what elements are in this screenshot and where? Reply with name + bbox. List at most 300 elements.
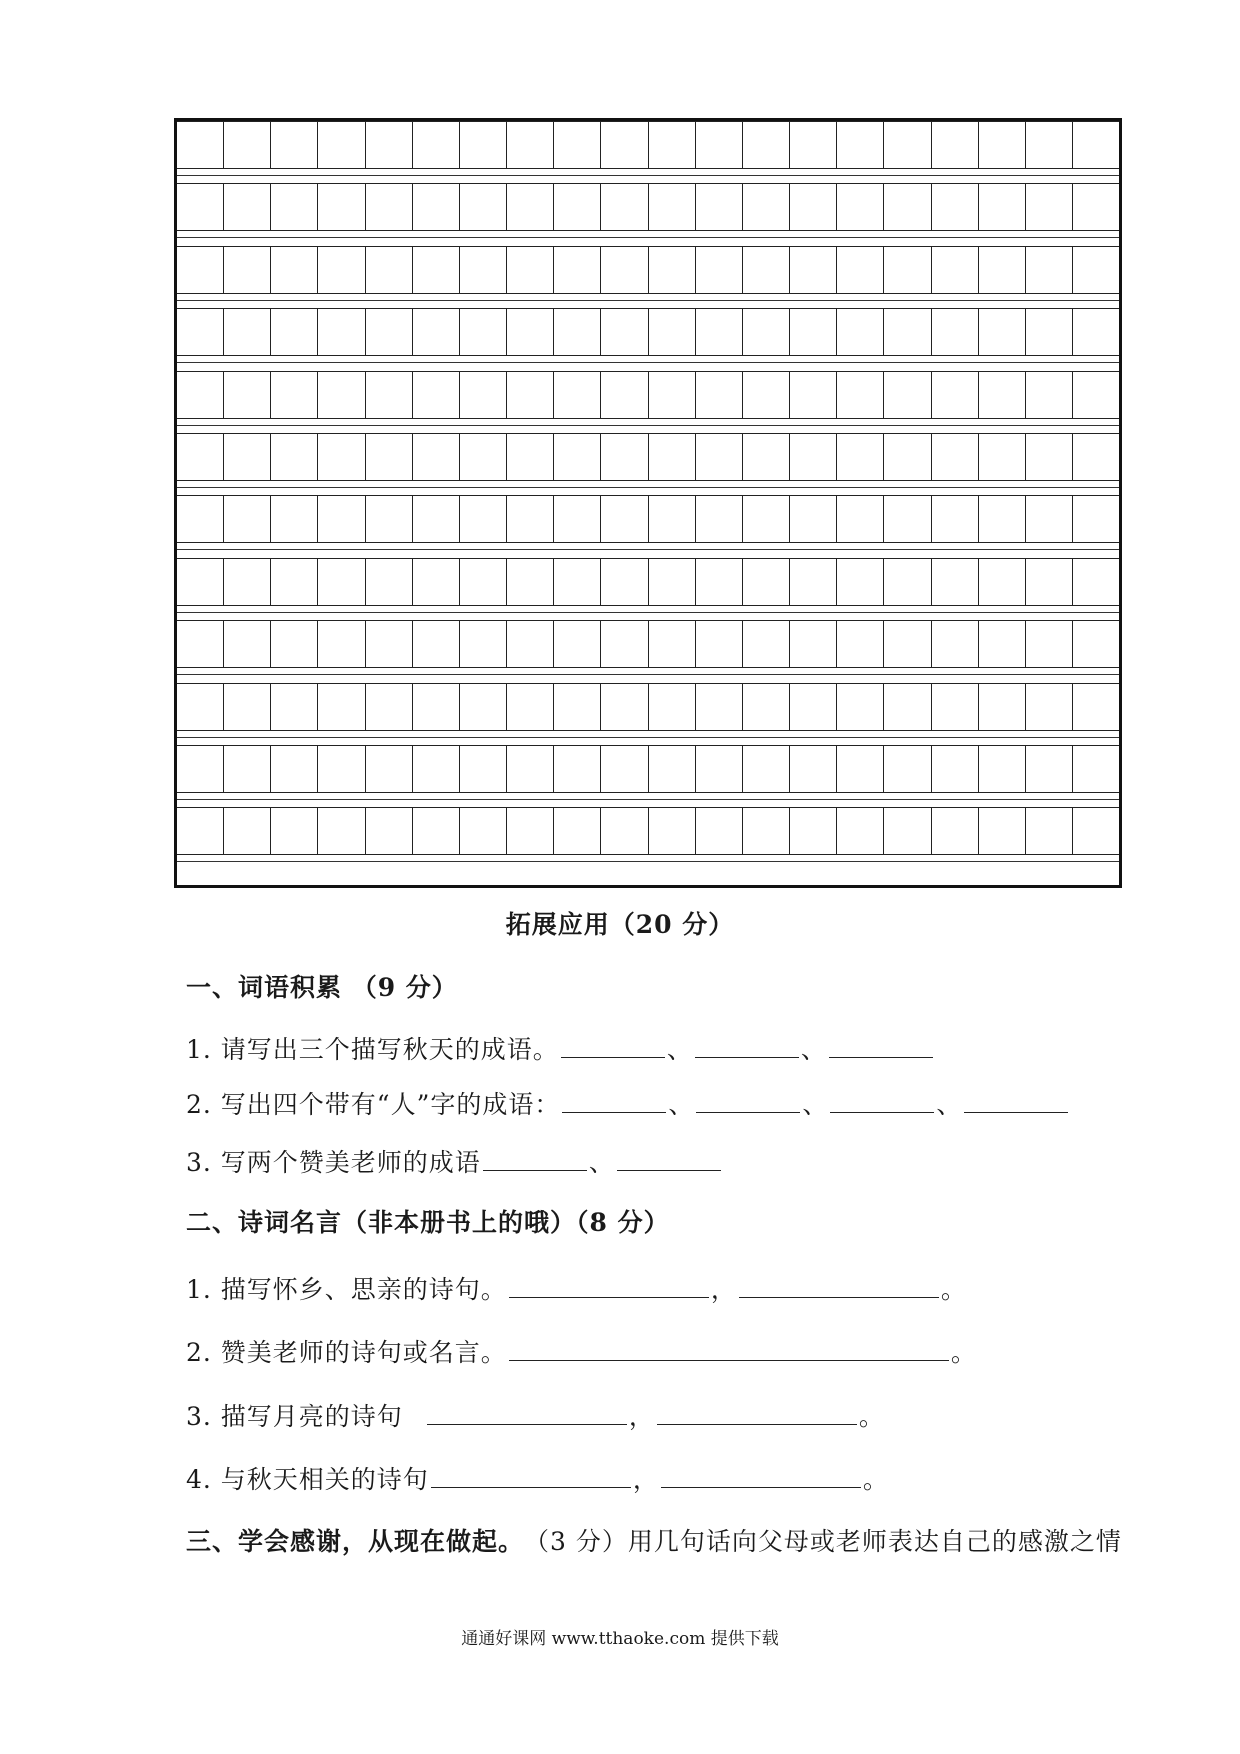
grid-cell[interactable] xyxy=(317,683,364,731)
grid-cell[interactable] xyxy=(506,433,553,481)
grid-cell[interactable] xyxy=(553,433,600,481)
grid-cell[interactable] xyxy=(412,745,459,793)
grid-cell[interactable] xyxy=(978,495,1025,543)
grid-cell[interactable] xyxy=(1072,121,1119,169)
grid-cell[interactable] xyxy=(1025,308,1072,356)
grid-cell[interactable] xyxy=(412,495,459,543)
grid-cell[interactable] xyxy=(553,183,600,231)
grid-cell[interactable] xyxy=(883,807,930,855)
grid-cell[interactable] xyxy=(742,683,789,731)
grid-cell[interactable] xyxy=(223,620,270,668)
grid-cell[interactable] xyxy=(695,558,742,606)
grid-cell[interactable] xyxy=(553,558,600,606)
grid-cell[interactable] xyxy=(553,371,600,419)
grid-cell[interactable] xyxy=(506,558,553,606)
grid-cell[interactable] xyxy=(270,745,317,793)
grid-cell[interactable] xyxy=(789,433,836,481)
grid-cell[interactable] xyxy=(978,246,1025,294)
grid-cell[interactable] xyxy=(365,246,412,294)
grid-cell[interactable] xyxy=(365,433,412,481)
grid-separator-line xyxy=(177,549,1119,550)
question-text: 1. 请写出三个描写秋天的成语。 xyxy=(186,1035,559,1064)
grid-cell[interactable] xyxy=(883,371,930,419)
grid-cell[interactable] xyxy=(223,246,270,294)
grid-cell[interactable] xyxy=(600,121,647,169)
grid-cell[interactable] xyxy=(177,558,223,606)
grid-cell[interactable] xyxy=(270,807,317,855)
section-1-heading: 一、词语积累 （9 分） xyxy=(186,973,458,1002)
grid-cell[interactable] xyxy=(177,433,223,481)
grid-cell[interactable] xyxy=(459,620,506,668)
grid-cell[interactable] xyxy=(600,807,647,855)
grid-cell[interactable] xyxy=(553,121,600,169)
grid-cell[interactable] xyxy=(742,183,789,231)
grid-cell[interactable] xyxy=(1025,183,1072,231)
grid-cell[interactable] xyxy=(742,495,789,543)
grid-cell[interactable] xyxy=(789,745,836,793)
grid-separator-line xyxy=(177,362,1119,363)
grid-cell[interactable] xyxy=(978,620,1025,668)
grid-separator-line xyxy=(177,237,1119,238)
grid-cell[interactable] xyxy=(836,620,883,668)
grid-cell[interactable] xyxy=(836,183,883,231)
grid-cell[interactable] xyxy=(553,620,600,668)
grid-cell[interactable] xyxy=(317,371,364,419)
grid-cell[interactable] xyxy=(1072,308,1119,356)
grid-cell[interactable] xyxy=(978,433,1025,481)
answer-blank[interactable] xyxy=(427,1402,627,1425)
grid-cell[interactable] xyxy=(931,558,978,606)
grid-cell[interactable] xyxy=(648,433,695,481)
grid-cell[interactable] xyxy=(270,495,317,543)
grid-cell[interactable] xyxy=(553,246,600,294)
separator: 、 xyxy=(936,1090,963,1119)
grid-cell[interactable] xyxy=(223,121,270,169)
question-text: 2. 写出四个带有“人”字的成语： xyxy=(186,1090,561,1119)
grid-cell[interactable] xyxy=(223,807,270,855)
grid-cell[interactable] xyxy=(836,558,883,606)
grid-cell[interactable] xyxy=(931,495,978,543)
grid-cell[interactable] xyxy=(270,683,317,731)
grid-cell[interactable] xyxy=(459,121,506,169)
grid-cell[interactable] xyxy=(789,371,836,419)
grid-cell[interactable] xyxy=(365,558,412,606)
grid-cell[interactable] xyxy=(1025,371,1072,419)
grid-cell[interactable] xyxy=(742,558,789,606)
answer-blank[interactable] xyxy=(829,1035,933,1058)
grid-cell[interactable] xyxy=(412,433,459,481)
question-1-2 xyxy=(186,1085,1070,1121)
grid-cell[interactable] xyxy=(506,807,553,855)
grid-cell[interactable] xyxy=(1025,433,1072,481)
grid-cell[interactable] xyxy=(270,246,317,294)
grid-cell[interactable] xyxy=(600,620,647,668)
grid-cell[interactable] xyxy=(883,121,930,169)
grid-cell[interactable] xyxy=(553,683,600,731)
grid-cell[interactable] xyxy=(1072,433,1119,481)
grid-cell[interactable] xyxy=(600,433,647,481)
grid-cell[interactable] xyxy=(648,620,695,668)
question-text: 3. 描写月亮的诗句 xyxy=(186,1402,403,1431)
grid-cell[interactable] xyxy=(459,495,506,543)
grid-cell[interactable] xyxy=(365,308,412,356)
grid-cell[interactable] xyxy=(459,246,506,294)
grid-cell[interactable] xyxy=(836,807,883,855)
grid-cell[interactable] xyxy=(836,371,883,419)
grid-cell[interactable] xyxy=(695,683,742,731)
grid-cell[interactable] xyxy=(1025,745,1072,793)
grid-cell[interactable] xyxy=(553,308,600,356)
grid-cell[interactable] xyxy=(600,308,647,356)
answer-blank[interactable] xyxy=(431,1465,631,1488)
grid-cell[interactable] xyxy=(978,371,1025,419)
grid-cell[interactable] xyxy=(836,745,883,793)
grid-cell[interactable] xyxy=(883,620,930,668)
grid-cell[interactable] xyxy=(789,683,836,731)
grid-separator-line xyxy=(177,799,1119,800)
grid-separator-line xyxy=(177,861,1119,862)
grid-cell[interactable] xyxy=(459,683,506,731)
grid-cell[interactable] xyxy=(459,433,506,481)
grid-cell[interactable] xyxy=(978,558,1025,606)
grid-cell[interactable] xyxy=(836,246,883,294)
section-2-heading: 二、诗词名言（非本册书上的哦）（8 分） xyxy=(186,1208,670,1237)
grid-cell[interactable] xyxy=(1072,371,1119,419)
grid-cell[interactable] xyxy=(270,183,317,231)
answer-blank[interactable] xyxy=(562,1090,666,1113)
grid-row xyxy=(177,683,1119,731)
grid-cell[interactable] xyxy=(365,495,412,543)
grid-cell[interactable] xyxy=(931,683,978,731)
grid-cell[interactable] xyxy=(883,745,930,793)
grid-cell[interactable] xyxy=(177,183,223,231)
grid-cell[interactable] xyxy=(365,371,412,419)
grid-cell[interactable] xyxy=(931,745,978,793)
answer-blank[interactable] xyxy=(617,1148,721,1171)
grid-cell[interactable] xyxy=(1025,683,1072,731)
grid-cell[interactable] xyxy=(1025,121,1072,169)
grid-cell[interactable] xyxy=(836,121,883,169)
grid-cell[interactable] xyxy=(789,495,836,543)
grid-cell[interactable] xyxy=(695,308,742,356)
grid-cell[interactable] xyxy=(789,246,836,294)
grid-cell[interactable] xyxy=(412,620,459,668)
grid-cell[interactable] xyxy=(695,183,742,231)
grid-separator-line xyxy=(177,612,1119,613)
grid-cell[interactable] xyxy=(648,558,695,606)
grid-cell[interactable] xyxy=(883,308,930,356)
grid-cell[interactable] xyxy=(177,807,223,855)
separator: ， xyxy=(632,1465,659,1494)
grid-cell[interactable] xyxy=(506,745,553,793)
grid-cell[interactable] xyxy=(177,495,223,543)
grid-cell[interactable] xyxy=(1072,683,1119,731)
grid-cell[interactable] xyxy=(883,183,930,231)
grid-cell[interactable] xyxy=(695,433,742,481)
answer-blank[interactable] xyxy=(661,1465,861,1488)
grid-cell[interactable] xyxy=(600,558,647,606)
grid-cell[interactable] xyxy=(648,183,695,231)
grid-cell[interactable] xyxy=(978,683,1025,731)
grid-cell[interactable] xyxy=(459,745,506,793)
grid-cell[interactable] xyxy=(978,183,1025,231)
footer-source: 通通好课网 www.tthaoke.com 提供下载 xyxy=(461,1629,779,1649)
grid-cell[interactable] xyxy=(365,620,412,668)
grid-cell[interactable] xyxy=(223,495,270,543)
grid-cell[interactable] xyxy=(177,683,223,731)
grid-cell[interactable] xyxy=(177,246,223,294)
grid-cell[interactable] xyxy=(317,807,364,855)
grid-row xyxy=(177,495,1119,543)
answer-blank[interactable] xyxy=(739,1275,939,1298)
grid-row xyxy=(177,121,1119,169)
grid-cell[interactable] xyxy=(317,121,364,169)
answer-blank[interactable] xyxy=(964,1090,1068,1113)
grid-cell[interactable] xyxy=(789,807,836,855)
question-2-3 xyxy=(186,1397,885,1433)
grid-cell[interactable] xyxy=(600,371,647,419)
grid-cell[interactable] xyxy=(695,745,742,793)
grid-cell[interactable] xyxy=(177,745,223,793)
grid-cell[interactable] xyxy=(1072,558,1119,606)
grid-cell[interactable] xyxy=(506,308,553,356)
answer-blank[interactable] xyxy=(509,1338,949,1361)
grid-cell[interactable] xyxy=(695,495,742,543)
grid-cell[interactable] xyxy=(600,183,647,231)
grid-cell[interactable] xyxy=(978,745,1025,793)
grid-cell[interactable] xyxy=(695,807,742,855)
grid-cell[interactable] xyxy=(931,620,978,668)
question-text: 2. 赞美老师的诗句或名言。 xyxy=(186,1338,507,1367)
grid-cell[interactable] xyxy=(742,620,789,668)
answer-blank[interactable] xyxy=(830,1090,934,1113)
grid-cell[interactable] xyxy=(1072,745,1119,793)
grid-cell[interactable] xyxy=(695,246,742,294)
grid-cell[interactable] xyxy=(223,371,270,419)
grid-cell[interactable] xyxy=(317,620,364,668)
grid-cell[interactable] xyxy=(223,558,270,606)
grid-cell[interactable] xyxy=(836,495,883,543)
grid-cell[interactable] xyxy=(365,683,412,731)
grid-cell[interactable] xyxy=(412,246,459,294)
grid-cell[interactable] xyxy=(412,558,459,606)
grid-cell[interactable] xyxy=(836,433,883,481)
grid-cell[interactable] xyxy=(883,433,930,481)
grid-cell[interactable] xyxy=(506,620,553,668)
grid-cell[interactable] xyxy=(459,308,506,356)
grid-cell[interactable] xyxy=(883,558,930,606)
grid-cell[interactable] xyxy=(365,183,412,231)
grid-cell[interactable] xyxy=(978,308,1025,356)
grid-cell[interactable] xyxy=(553,807,600,855)
grid-cell[interactable] xyxy=(648,683,695,731)
grid-row xyxy=(177,183,1119,231)
grid-cell[interactable] xyxy=(600,745,647,793)
answer-blank[interactable] xyxy=(561,1035,665,1058)
grid-cell[interactable] xyxy=(883,683,930,731)
question-2-1 xyxy=(186,1270,967,1306)
grid-cell[interactable] xyxy=(223,183,270,231)
grid-cell[interactable] xyxy=(177,308,223,356)
separator: 、 xyxy=(668,1090,695,1119)
grid-row xyxy=(177,371,1119,419)
grid-cell[interactable] xyxy=(742,371,789,419)
grid-cell[interactable] xyxy=(317,745,364,793)
grid-cell[interactable] xyxy=(317,183,364,231)
grid-cell[interactable] xyxy=(1072,620,1119,668)
grid-cell[interactable] xyxy=(1025,558,1072,606)
question-2-2 xyxy=(186,1333,977,1369)
grid-cell[interactable] xyxy=(931,183,978,231)
grid-cell[interactable] xyxy=(459,183,506,231)
answer-blank[interactable] xyxy=(509,1275,709,1298)
grid-separator-line xyxy=(177,300,1119,301)
answer-blank[interactable] xyxy=(696,1090,800,1113)
grid-cell[interactable] xyxy=(177,121,223,169)
grid-cell[interactable] xyxy=(789,558,836,606)
grid-cell[interactable] xyxy=(459,558,506,606)
grid-cell[interactable] xyxy=(1072,183,1119,231)
grid-cell[interactable] xyxy=(365,121,412,169)
grid-cell[interactable] xyxy=(412,371,459,419)
grid-cell[interactable] xyxy=(223,433,270,481)
section-3-heading xyxy=(186,1522,1122,1558)
end-mark: 。 xyxy=(858,1402,885,1431)
grid-cell[interactable] xyxy=(600,495,647,543)
section-3-text: （3 分）用几句话向父母或老师表达自己的感激之情 xyxy=(524,1527,1122,1556)
grid-cell[interactable] xyxy=(270,620,317,668)
grid-cell[interactable] xyxy=(459,371,506,419)
grid-cell[interactable] xyxy=(978,121,1025,169)
grid-cell[interactable] xyxy=(742,121,789,169)
grid-cell[interactable] xyxy=(789,308,836,356)
grid-cell[interactable] xyxy=(223,683,270,731)
grid-cell[interactable] xyxy=(931,246,978,294)
grid-row xyxy=(177,745,1119,793)
grid-cell[interactable] xyxy=(1072,495,1119,543)
grid-cell[interactable] xyxy=(317,246,364,294)
grid-cell[interactable] xyxy=(270,121,317,169)
grid-cell[interactable] xyxy=(177,371,223,419)
question-2-4 xyxy=(186,1460,889,1496)
grid-cell[interactable] xyxy=(506,183,553,231)
grid-cell[interactable] xyxy=(223,308,270,356)
grid-cell[interactable] xyxy=(978,807,1025,855)
grid-row xyxy=(177,246,1119,294)
grid-cell[interactable] xyxy=(365,745,412,793)
grid-cell[interactable] xyxy=(648,495,695,543)
grid-cell[interactable] xyxy=(553,745,600,793)
grid-cell[interactable] xyxy=(742,745,789,793)
separator: 、 xyxy=(588,1148,615,1177)
grid-cell[interactable] xyxy=(836,683,883,731)
grid-cell[interactable] xyxy=(883,495,930,543)
grid-cell[interactable] xyxy=(742,433,789,481)
grid-cell[interactable] xyxy=(317,433,364,481)
grid-cell[interactable] xyxy=(695,620,742,668)
grid-cell[interactable] xyxy=(789,620,836,668)
grid-cell[interactable] xyxy=(317,308,364,356)
grid-separator-line xyxy=(177,175,1119,176)
grid-cell[interactable] xyxy=(789,121,836,169)
grid-cell[interactable] xyxy=(270,558,317,606)
grid-cell[interactable] xyxy=(600,246,647,294)
grid-cell[interactable] xyxy=(317,495,364,543)
grid-cell[interactable] xyxy=(695,121,742,169)
grid-cell[interactable] xyxy=(648,308,695,356)
grid-cell[interactable] xyxy=(742,308,789,356)
grid-separator-line xyxy=(177,737,1119,738)
grid-cell[interactable] xyxy=(931,308,978,356)
grid-cell[interactable] xyxy=(1025,495,1072,543)
grid-cell[interactable] xyxy=(412,807,459,855)
grid-cell[interactable] xyxy=(412,183,459,231)
grid-cell[interactable] xyxy=(1072,807,1119,855)
answer-blank[interactable] xyxy=(483,1148,587,1171)
grid-cell[interactable] xyxy=(648,807,695,855)
grid-cell[interactable] xyxy=(742,246,789,294)
grid-cell[interactable] xyxy=(553,495,600,543)
grid-cell[interactable] xyxy=(648,745,695,793)
grid-cell[interactable] xyxy=(695,371,742,419)
grid-cell[interactable] xyxy=(177,620,223,668)
grid-cell[interactable] xyxy=(506,683,553,731)
end-mark: 。 xyxy=(862,1465,889,1494)
grid-cell[interactable] xyxy=(883,246,930,294)
grid-cell[interactable] xyxy=(506,371,553,419)
grid-cell[interactable] xyxy=(459,807,506,855)
grid-cell[interactable] xyxy=(648,246,695,294)
grid-cell[interactable] xyxy=(742,807,789,855)
grid-cell[interactable] xyxy=(931,433,978,481)
grid-cell[interactable] xyxy=(931,121,978,169)
grid-cell[interactable] xyxy=(506,121,553,169)
grid-cell[interactable] xyxy=(789,183,836,231)
grid-cell[interactable] xyxy=(412,683,459,731)
grid-cell[interactable] xyxy=(1072,246,1119,294)
grid-cell[interactable] xyxy=(412,121,459,169)
grid-cell[interactable] xyxy=(648,371,695,419)
grid-cell[interactable] xyxy=(270,371,317,419)
section-3-bold: 三、学会感谢，从现在做起。 xyxy=(186,1527,525,1556)
grid-separator-line xyxy=(177,674,1119,675)
grid-cell[interactable] xyxy=(270,308,317,356)
grid-cell[interactable] xyxy=(1025,807,1072,855)
grid-row xyxy=(177,433,1119,481)
end-mark: 。 xyxy=(950,1338,977,1367)
grid-cell[interactable] xyxy=(931,371,978,419)
grid-cell[interactable] xyxy=(365,807,412,855)
grid-row xyxy=(177,620,1119,668)
grid-cell[interactable] xyxy=(1025,620,1072,668)
grid-cell[interactable] xyxy=(317,558,364,606)
grid-cell[interactable] xyxy=(506,246,553,294)
grid-cell[interactable] xyxy=(270,433,317,481)
grid-cell[interactable] xyxy=(412,308,459,356)
grid-cell[interactable] xyxy=(648,121,695,169)
question-1-1 xyxy=(186,1030,935,1066)
answer-blank[interactable] xyxy=(657,1402,857,1425)
question-text: 3. 写两个赞美老师的成语 xyxy=(186,1148,481,1177)
grid-cell[interactable] xyxy=(836,308,883,356)
grid-cell[interactable] xyxy=(506,495,553,543)
grid-row xyxy=(177,308,1119,356)
grid-cell[interactable] xyxy=(223,745,270,793)
grid-cell[interactable] xyxy=(600,683,647,731)
answer-blank[interactable] xyxy=(695,1035,799,1058)
grid-cell[interactable] xyxy=(931,807,978,855)
grid-cell[interactable] xyxy=(1025,246,1072,294)
